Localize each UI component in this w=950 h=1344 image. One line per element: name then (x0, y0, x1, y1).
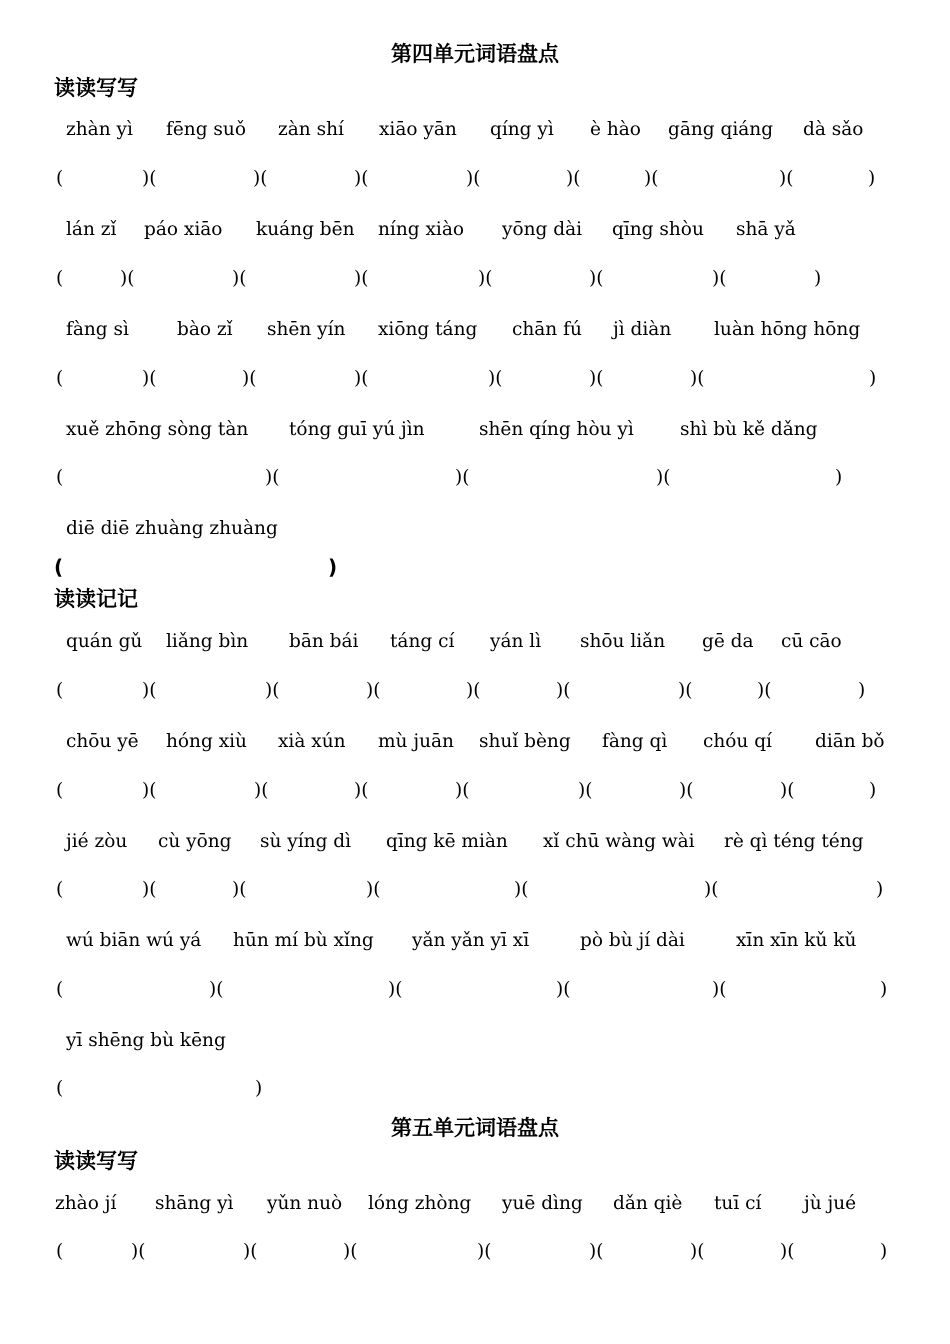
pinyin-word: wú biān wú yá (66, 930, 202, 951)
pinyin-word: shāng yì (155, 1193, 234, 1214)
paren-divider: )( (678, 680, 693, 701)
close-paren: ) (255, 1078, 263, 1099)
open-paren: ( (56, 168, 64, 189)
close-paren: ) (869, 780, 877, 801)
pinyin-word: liǎng bìn (166, 631, 249, 652)
paren-divider: )( (556, 979, 571, 1000)
paren-divider: )( (690, 368, 705, 389)
pinyin-word: cū cāo (781, 631, 842, 652)
pinyin-word: diē diē zhuàng zhuàng (66, 518, 278, 539)
paren-divider: )( (455, 780, 470, 801)
pinyin-row (0, 418, 950, 446)
pinyin-word: lóng zhòng (368, 1193, 472, 1214)
paren-divider: )( (209, 979, 224, 1000)
unit5-title: 第五单元词语盘点 (391, 1116, 559, 1140)
pinyin-word: zàn shí (278, 119, 344, 140)
pinyin-word: pò bù jí dài (580, 930, 685, 951)
paren-divider: )( (780, 1241, 795, 1262)
paren-divider: )( (589, 368, 604, 389)
answer-blank-row (0, 367, 950, 395)
pinyin-word: páo xiāo (144, 219, 223, 240)
pinyin-row (0, 830, 950, 858)
pinyin-word: yǎn yǎn yī xī (412, 930, 530, 951)
paren-divider: )( (780, 780, 795, 801)
pinyin-word: jì diàn (613, 319, 672, 340)
pinyin-word: qīng kē miàn (386, 831, 508, 852)
paren-divider: )( (142, 780, 157, 801)
paren-divider: )( (265, 680, 280, 701)
pinyin-word: shōu liǎn (580, 631, 666, 652)
paren-divider: )( (265, 467, 280, 488)
open-paren: ( (56, 1078, 64, 1099)
pinyin-word: yuē dìng (502, 1193, 583, 1214)
pinyin-word: jié zòu (66, 831, 128, 852)
pinyin-word: è hào (590, 119, 641, 140)
pinyin-word: dǎn qiè (613, 1193, 683, 1214)
paren-divider: )( (131, 1241, 146, 1262)
pinyin-word: yán lì (490, 631, 542, 652)
open-paren: ( (56, 268, 64, 289)
answer-blank-row (0, 978, 950, 1006)
pinyin-word: sù yíng dì (260, 831, 352, 852)
unit4-section-read-write-heading: 读读写写 (54, 76, 138, 100)
pinyin-word: shuǐ bèng (479, 731, 571, 752)
pinyin-word: hóng xiù (166, 731, 247, 752)
pinyin-word: quán gǔ (66, 631, 143, 652)
pinyin-word: chān fú (512, 319, 582, 340)
pinyin-word: fàng qì (602, 731, 668, 752)
paren-divider: )( (712, 979, 727, 1000)
pinyin-row (0, 929, 950, 957)
paren-divider: )( (366, 879, 381, 900)
pinyin-row (0, 730, 950, 758)
open-paren: ( (56, 467, 64, 488)
answer-blank-row (0, 878, 950, 906)
paren-divider: )( (388, 979, 403, 1000)
paren-divider: )( (566, 168, 581, 189)
paren-divider: )( (142, 680, 157, 701)
answer-blank-row (0, 466, 950, 494)
pinyin-word: zhàn yì (66, 119, 133, 140)
paren-divider: )( (354, 168, 369, 189)
open-paren: ( (56, 780, 64, 801)
pinyin-word: tuī cí (714, 1193, 762, 1214)
paren-divider: )( (455, 467, 470, 488)
pinyin-word: bào zǐ (177, 319, 233, 340)
paren-divider: )( (644, 168, 659, 189)
pinyin-word: hūn mí bù xǐng (233, 930, 374, 951)
answer-blank-row (0, 779, 950, 807)
answer-blank-row (0, 1240, 950, 1268)
pinyin-word: shā yǎ (736, 219, 796, 240)
pinyin-word: xià xún (278, 731, 346, 752)
close-paren: ) (835, 467, 843, 488)
pinyin-word: qíng yì (490, 119, 554, 140)
pinyin-row (0, 318, 950, 346)
pinyin-word: táng cí (390, 631, 455, 652)
pinyin-word: yī shēng bù kēng (66, 1030, 226, 1051)
pinyin-word: chōu yē (66, 731, 139, 752)
close-paren: ) (814, 268, 822, 289)
paren-divider: )( (589, 268, 604, 289)
paren-divider: )( (354, 268, 369, 289)
pinyin-word: níng xiào (378, 219, 464, 240)
paren-divider: )( (488, 368, 503, 389)
pinyin-word: shēn yín (267, 319, 346, 340)
pinyin-word: lán zǐ (66, 219, 117, 240)
close-paren: ) (328, 555, 338, 579)
pinyin-word: xiōng táng (378, 319, 478, 340)
answer-blank-row (0, 555, 950, 583)
paren-divider: )( (757, 680, 772, 701)
paren-divider: )( (477, 1241, 492, 1262)
pinyin-word: fēng suǒ (166, 119, 246, 140)
paren-divider: )( (779, 168, 794, 189)
pinyin-word: cù yōng (158, 831, 232, 852)
paren-divider: )( (142, 168, 157, 189)
pinyin-word: fàng sì (66, 319, 129, 340)
paren-divider: )( (354, 368, 369, 389)
paren-divider: )( (366, 680, 381, 701)
pinyin-word: kuáng bēn (256, 219, 355, 240)
pinyin-word: xīn xīn kǔ kǔ (736, 930, 857, 951)
pinyin-word: diān bǒ (815, 731, 885, 752)
paren-divider: )( (343, 1241, 358, 1262)
pinyin-word: rè qì téng téng (724, 831, 864, 852)
pinyin-word: dà sǎo (803, 119, 864, 140)
close-paren: ) (876, 879, 884, 900)
unit4-title: 第四单元词语盘点 (391, 42, 559, 66)
pinyin-word: qīng shòu (612, 219, 704, 240)
answer-blank-row (0, 167, 950, 195)
answer-blank-row (0, 1077, 950, 1105)
unit4-section-read-remember-heading: 读读记记 (54, 587, 138, 611)
close-paren: ) (880, 979, 888, 1000)
pinyin-word: zhào jí (55, 1193, 117, 1214)
pinyin-row (0, 218, 950, 246)
paren-divider: )( (243, 1241, 258, 1262)
pinyin-row (0, 118, 950, 146)
unit5-section-read-write-heading: 读读写写 (54, 1149, 138, 1173)
open-paren: ( (56, 368, 64, 389)
pinyin-word: mù juān (378, 731, 454, 752)
paren-divider: )( (242, 368, 257, 389)
paren-divider: )( (466, 168, 481, 189)
pinyin-word: jù jué (804, 1193, 857, 1214)
pinyin-word: shēn qíng hòu yì (479, 419, 634, 440)
paren-divider: )( (578, 780, 593, 801)
paren-divider: )( (232, 879, 247, 900)
close-paren: ) (880, 1241, 888, 1262)
pinyin-word: bān bái (289, 631, 359, 652)
pinyin-word: yōng dài (502, 219, 583, 240)
pinyin-word: tóng guī yú jìn (289, 419, 425, 440)
pinyin-word: xiāo yān (379, 119, 457, 140)
pinyin-word: gē da (702, 631, 754, 652)
paren-divider: )( (254, 780, 269, 801)
pinyin-word: shì bù kě dǎng (680, 419, 818, 440)
pinyin-row (0, 630, 950, 658)
paren-divider: )( (232, 268, 247, 289)
paren-divider: )( (690, 1241, 705, 1262)
pinyin-word: luàn hōng hōng (714, 319, 861, 340)
paren-divider: )( (478, 268, 493, 289)
pinyin-row (0, 517, 950, 545)
pinyin-row (0, 1029, 950, 1057)
open-paren: ( (56, 979, 64, 1000)
paren-divider: )( (704, 879, 719, 900)
paren-divider: )( (142, 879, 157, 900)
paren-divider: )( (253, 168, 268, 189)
paren-divider: )( (120, 268, 135, 289)
paren-divider: )( (712, 268, 727, 289)
close-paren: ) (858, 680, 866, 701)
pinyin-word: chóu qí (703, 731, 772, 752)
pinyin-word: xǐ chū wàng wài (543, 831, 695, 852)
open-paren: ( (56, 879, 64, 900)
answer-blank-row (0, 267, 950, 295)
open-paren: ( (56, 1241, 64, 1262)
pinyin-row (0, 1192, 950, 1220)
close-paren: ) (868, 168, 876, 189)
close-paren: ) (869, 368, 877, 389)
paren-divider: )( (589, 1241, 604, 1262)
answer-blank-row (0, 679, 950, 707)
pinyin-word: gāng qiáng (668, 119, 774, 140)
paren-divider: )( (514, 879, 529, 900)
open-paren: ( (54, 555, 64, 579)
paren-divider: )( (466, 680, 481, 701)
paren-divider: )( (556, 680, 571, 701)
open-paren: ( (56, 680, 64, 701)
pinyin-word: xuě zhōng sòng tàn (66, 419, 249, 440)
paren-divider: )( (679, 780, 694, 801)
pinyin-word: yǔn nuò (267, 1193, 343, 1214)
paren-divider: )( (354, 780, 369, 801)
paren-divider: )( (142, 368, 157, 389)
paren-divider: )( (656, 467, 671, 488)
